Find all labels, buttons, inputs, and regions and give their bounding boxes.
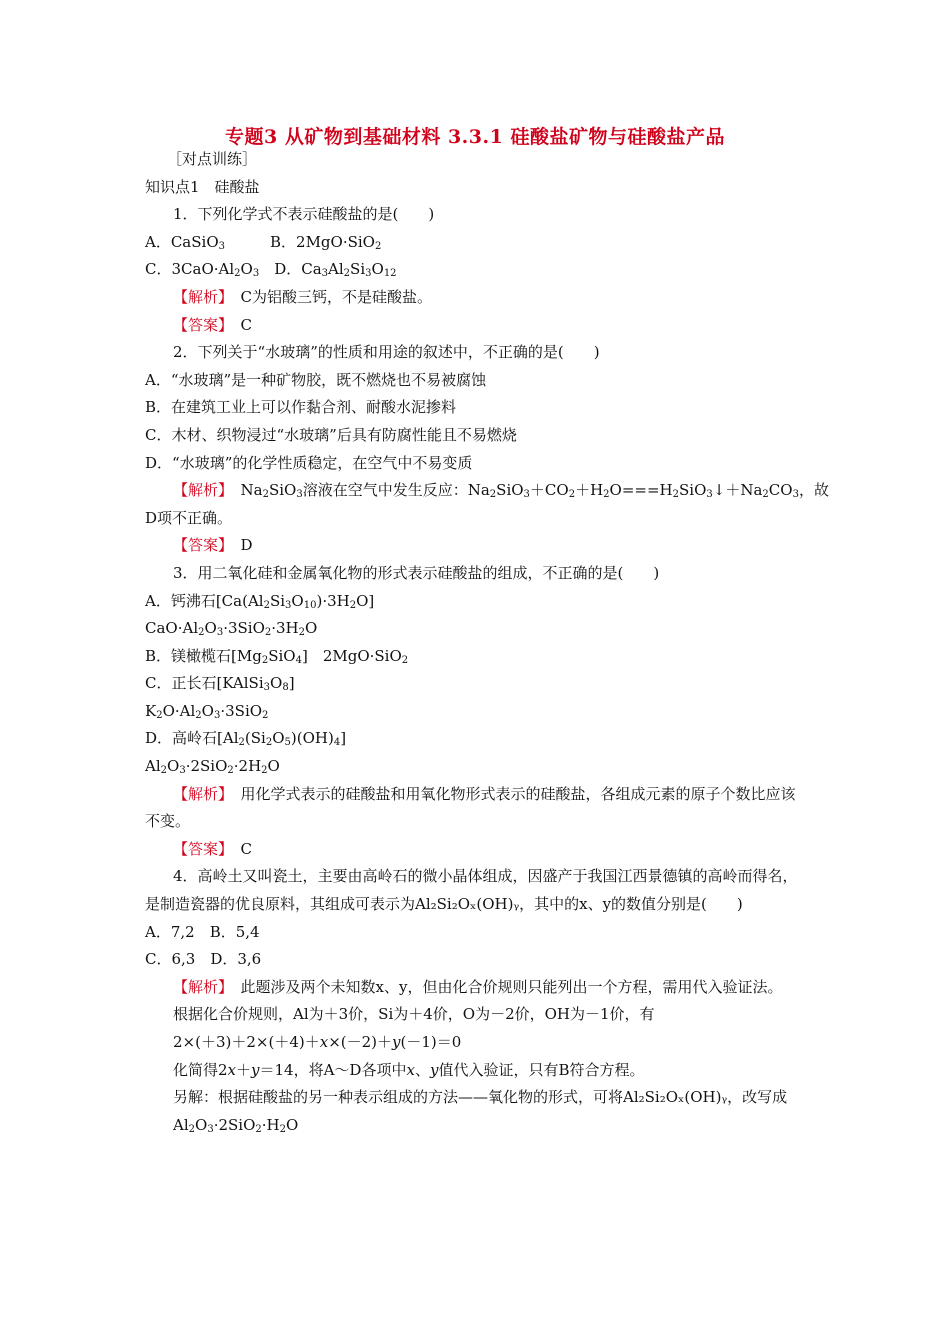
question-3-option-a-oxide: $CaO\cdot Al_2O_3\cdot 3SiO_2\cdot 3H_2O$: [145, 619, 318, 639]
question-3-analysis: [145, 781, 810, 836]
question-1-options-ab: A．CaSiO$_3$ B．2MgO·SiO$_2$: [145, 232, 382, 252]
question-4-oxide-form: $Al_2O_3\cdot 2SiO_2\cdot H_2O$: [173, 1115, 299, 1135]
knowledge-point-heading: 知识点1 硅酸盐: [145, 177, 260, 196]
answer-text: C: [240, 315, 253, 334]
section-heading: ［对点训练］: [167, 150, 258, 168]
question-2-option-a: A．“水玻璃”是一种矿物胶，既不燃烧也不易被腐蚀: [145, 370, 487, 389]
question-4-simplified: 化简得2x＋y＝14，将A～D各项中x、y值代入验证，只有B符合方程。: [173, 1060, 645, 1079]
answer-text: D: [240, 536, 253, 555]
question-4-analysis: [145, 974, 810, 1002]
question-4-equation: 2×(＋3)＋2×(＋4)＋x×(－2)＋y(－1)＝0: [173, 1033, 462, 1051]
question-3-option-d: D．高岭石$[Al_2(Si_2O_5)(OH)_4]$: [145, 729, 347, 749]
question-4-options-ab: A．7,2 B．5,4: [145, 922, 260, 941]
question-3-option-b: B．镁橄榄石$[Mg_2SiO_4]$ 2MgO·SiO$_2$: [145, 646, 409, 666]
question-1-answer: [145, 312, 810, 340]
question-1-stem: 1．下列化学式不表示硅酸盐的是( ): [173, 205, 435, 224]
question-3-option-c: C．正长石$[KAlSi_3O_8]$: [145, 674, 295, 694]
question-3-answer: [145, 836, 810, 864]
document-body: [145, 146, 829, 1139]
analysis-text: 此题涉及两个未知数x、y，但由化合价规则只能列出一个方程，需用代入验证法。: [240, 977, 783, 996]
question-4-stem: 4．高岭土又叫瓷土，主要由高岭石的微小晶体组成，因盛产于我国江西景德镇的高岭而得名，是制造瓷器的优良原料，其组成可表示为Al₂Si₂Oₓ(OH)ᵧ，其中的x、y的数值分别是( ): [145, 867, 798, 914]
analysis-tag: 【解析】: [173, 481, 226, 500]
question-1-analysis: [145, 284, 810, 312]
answer-tag: 【答案】: [173, 315, 226, 334]
analysis-tag: 【解析】: [173, 784, 226, 803]
question-3-option-d-oxide: $Al_2O_3\cdot 2SiO_2\cdot 2H_2O$: [145, 757, 280, 777]
analysis-tag: 【解析】: [173, 977, 226, 996]
question-2-option-d: D．“水玻璃”的化学性质稳定，在空气中不易变质: [145, 453, 473, 472]
answer-text: C: [240, 839, 253, 858]
question-2-analysis-cont: D项不正确。: [145, 508, 233, 527]
question-3-option-c-oxide: $K_2O\cdot Al_2O_3\cdot 3SiO_2$: [145, 701, 269, 721]
question-2-answer: [145, 532, 810, 560]
question-2-stem: 2．下列关于“水玻璃”的性质和用途的叙述中，不正确的是( ): [173, 343, 600, 362]
question-2-option-c: C．木材、织物浸过“水玻璃”后具有防腐性能且不易燃烧: [145, 425, 517, 444]
question-4-alt-solution: 另解：根据硅酸盐的另一种表示组成的方法——氧化物的形式，可将Al₂Si₂Oₓ(OH)ᵧ，改写成: [173, 1088, 788, 1107]
question-1-options-cd: C．$3CaO\cdot Al_2O_3$ D．$Ca_3Al_2Si_3O_{12}$: [145, 260, 397, 280]
answer-tag: 【答案】: [173, 839, 226, 858]
question-3-stem: 3．用二氧化硅和金属氧化物的形式表示硅酸盐的组成，不正确的是( ): [173, 563, 660, 582]
analysis-tag: 【解析】: [173, 287, 226, 306]
question-2-option-b: B．在建筑工业上可以作黏合剂、耐酸水泥掺料: [145, 398, 457, 417]
answer-tag: 【答案】: [173, 536, 226, 555]
page-title: 专题3 从矿物到基础材料 3.3.1 硅酸盐矿物与硅酸盐产品: [225, 126, 725, 148]
question-4-options-cd: C．6,3 D．3,6: [145, 950, 262, 969]
analysis-text: C为铝酸三钙，不是硅酸盐。: [240, 287, 433, 306]
question-2-analysis: 【解析】 $Na_2SiO_3$溶液在空气中发生反应：$Na_2SiO_3+CO_2+H_2O===H_2SiO_3↓+Na_2CO_3$，故: [173, 481, 829, 501]
question-4-rule: 根据化合价规则，Al为＋3价，Si为＋4价，O为－2价，OH为－1价，有: [173, 1005, 655, 1024]
analysis-text: 用化学式表示的硅酸盐和用氧化物形式表示的硅酸盐，各组成元素的原子个数比应该不变。: [145, 784, 796, 831]
question-3-option-a: A．钙沸石$[Ca(Al_2Si_3O_{10})\cdot 3H_2O]$: [145, 591, 375, 611]
